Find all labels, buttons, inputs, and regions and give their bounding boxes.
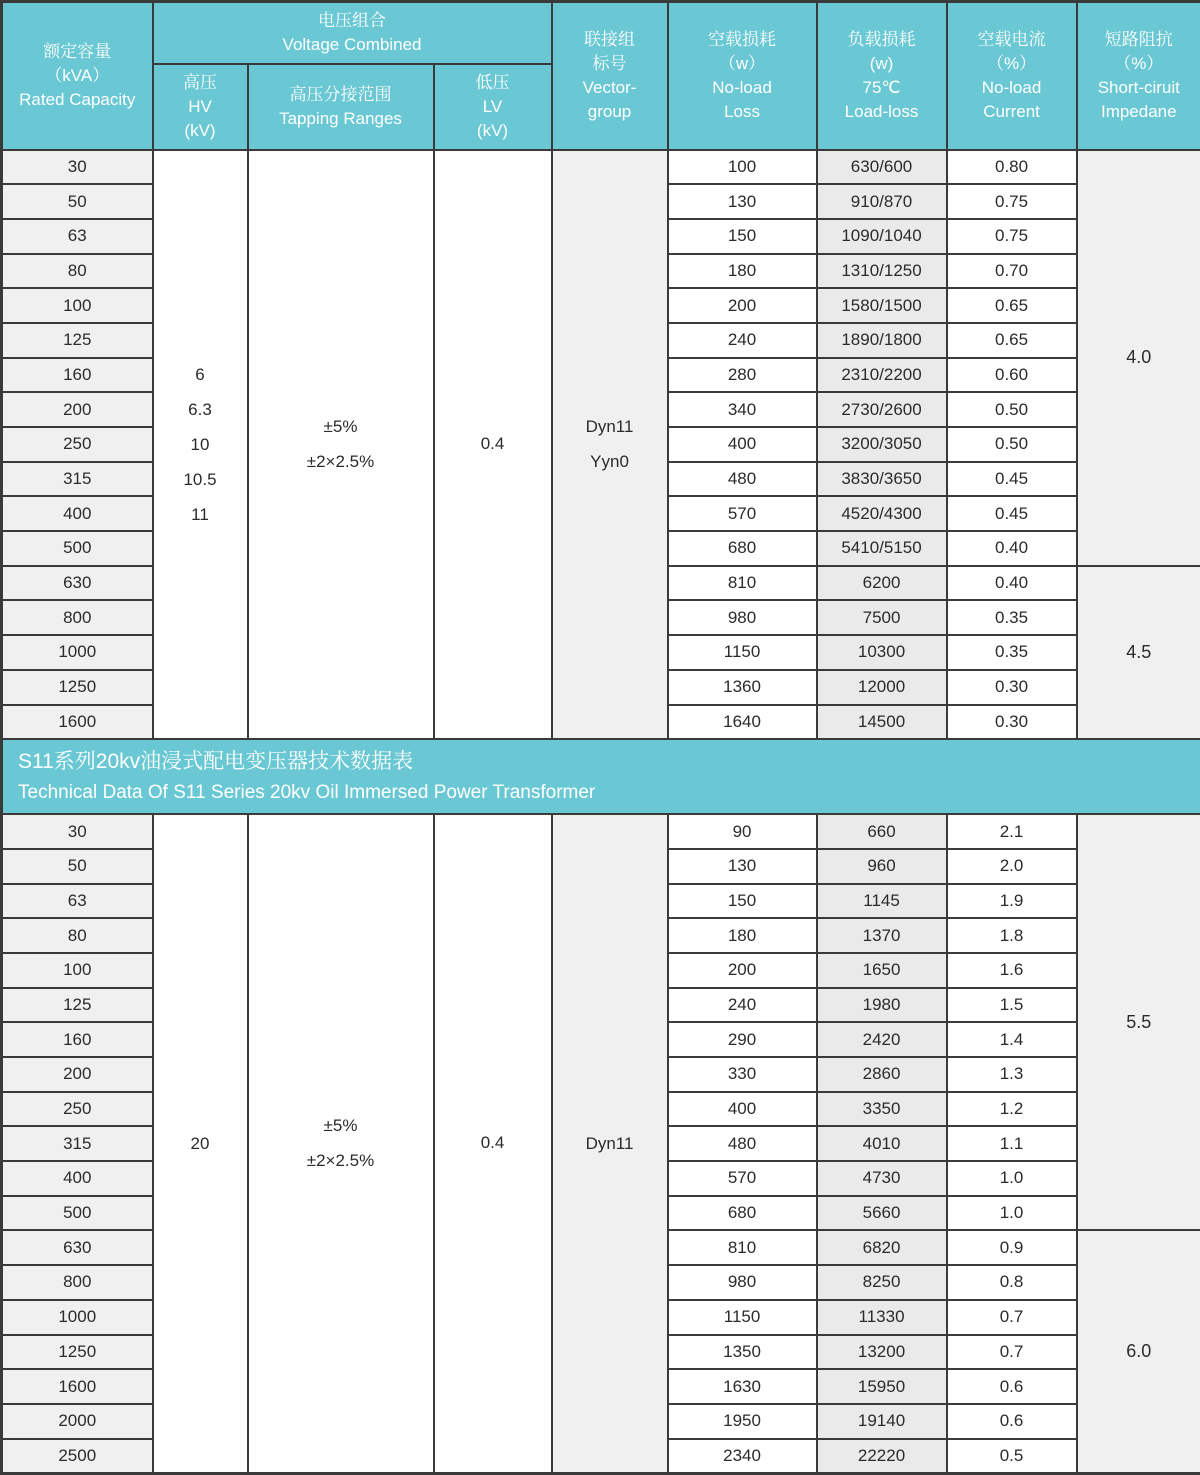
capacity-cell: 63 [2, 219, 153, 254]
load-loss-cell: 5410/5150 [817, 531, 947, 566]
load-loss-cell: 11330 [817, 1300, 947, 1335]
noload-current-cell: 0.30 [947, 670, 1077, 705]
noload-loss-cell: 980 [668, 1265, 817, 1300]
capacity-cell: 500 [2, 1196, 153, 1231]
hv-cell: 6 6.3 10 10.5 11 [153, 150, 248, 740]
noload-current-cell: 0.7 [947, 1300, 1077, 1335]
noload-loss-cell: 240 [668, 323, 817, 358]
noload-current-cell: 0.65 [947, 323, 1077, 358]
capacity-cell: 2500 [2, 1439, 153, 1474]
noload-loss-cell: 180 [668, 918, 817, 953]
load-loss-cell: 1650 [817, 953, 947, 988]
capacity-cell: 50 [2, 184, 153, 219]
load-loss-cell: 960 [817, 849, 947, 884]
header-lv: 低压 LV (kV) [434, 64, 552, 150]
capacity-cell: 80 [2, 254, 153, 289]
noload-current-cell: 0.6 [947, 1369, 1077, 1404]
capacity-cell: 160 [2, 358, 153, 393]
noload-loss-cell: 130 [668, 184, 817, 219]
noload-loss-cell: 200 [668, 288, 817, 323]
noload-current-cell: 2.0 [947, 849, 1077, 884]
noload-current-cell: 0.9 [947, 1230, 1077, 1265]
noload-current-cell: 0.45 [947, 496, 1077, 531]
noload-current-cell: 1.1 [947, 1126, 1077, 1161]
load-loss-cell: 12000 [817, 670, 947, 705]
capacity-cell: 800 [2, 1265, 153, 1300]
table-row [2, 150, 1200, 185]
noload-current-cell: 0.8 [947, 1265, 1077, 1300]
table-header [2, 2, 1200, 150]
noload-loss-cell: 980 [668, 600, 817, 635]
capacity-cell: 30 [2, 150, 153, 185]
noload-loss-cell: 480 [668, 1126, 817, 1161]
noload-current-cell: 1.0 [947, 1196, 1077, 1231]
noload-loss-cell: 1630 [668, 1369, 817, 1404]
noload-loss-cell: 570 [668, 496, 817, 531]
capacity-cell: 500 [2, 531, 153, 566]
capacity-cell: 1000 [2, 635, 153, 670]
noload-loss-cell: 480 [668, 462, 817, 497]
noload-current-cell: 0.5 [947, 1439, 1077, 1474]
noload-loss-cell: 680 [668, 531, 817, 566]
load-loss-cell: 1890/1800 [817, 323, 947, 358]
header-noload-current: 空载电流 （%） No-load Current [947, 2, 1077, 150]
capacity-cell: 100 [2, 288, 153, 323]
load-loss-cell: 7500 [817, 600, 947, 635]
capacity-cell: 250 [2, 427, 153, 462]
tapping-cell: ±5% ±2×2.5% [248, 150, 434, 740]
noload-current-cell: 1.9 [947, 884, 1077, 919]
noload-current-cell: 0.30 [947, 705, 1077, 740]
lv-cell: 0.4 [434, 150, 552, 740]
noload-current-cell: 0.70 [947, 254, 1077, 289]
capacity-cell: 80 [2, 918, 153, 953]
noload-loss-cell: 280 [668, 358, 817, 393]
load-loss-cell: 4520/4300 [817, 496, 947, 531]
capacity-cell: 2000 [2, 1404, 153, 1439]
capacity-cell: 630 [2, 1230, 153, 1265]
header-tapping: 高压分接范围 Tapping Ranges [248, 64, 434, 150]
capacity-cell: 800 [2, 600, 153, 635]
hv-cell: 20 [153, 814, 248, 1473]
header-noload-loss: 空载损耗 （w） No-load Loss [668, 2, 817, 150]
load-loss-cell: 6820 [817, 1230, 947, 1265]
load-loss-cell: 1370 [817, 918, 947, 953]
impedance-cell: 5.5 [1077, 814, 1200, 1230]
banner-title-en: Technical Data Of S11 Series 20kv Oil Immersed Power Transformer [18, 778, 1200, 808]
impedance-cell: 4.0 [1077, 150, 1200, 566]
load-loss-cell: 22220 [817, 1439, 947, 1474]
noload-loss-cell: 1350 [668, 1335, 817, 1370]
noload-loss-cell: 150 [668, 884, 817, 919]
header-capacity: 额定容量 （kVA） Rated Capacity [2, 2, 153, 150]
capacity-cell: 160 [2, 1022, 153, 1057]
noload-current-cell: 0.7 [947, 1335, 1077, 1370]
noload-current-cell: 2.1 [947, 814, 1077, 849]
capacity-cell: 200 [2, 1057, 153, 1092]
section-20kv-rows [2, 814, 1200, 1473]
noload-loss-cell: 130 [668, 849, 817, 884]
capacity-cell: 1600 [2, 705, 153, 740]
noload-current-cell: 0.35 [947, 635, 1077, 670]
capacity-cell: 630 [2, 566, 153, 601]
noload-current-cell: 0.35 [947, 600, 1077, 635]
load-loss-cell: 910/870 [817, 184, 947, 219]
noload-loss-cell: 100 [668, 150, 817, 185]
noload-loss-cell: 1950 [668, 1404, 817, 1439]
noload-current-cell: 0.6 [947, 1404, 1077, 1439]
noload-loss-cell: 1150 [668, 635, 817, 670]
load-loss-cell: 1980 [817, 988, 947, 1023]
noload-current-cell: 0.80 [947, 150, 1077, 185]
noload-loss-cell: 680 [668, 1196, 817, 1231]
noload-loss-cell: 340 [668, 392, 817, 427]
noload-current-cell: 0.45 [947, 462, 1077, 497]
noload-current-cell: 1.8 [947, 918, 1077, 953]
capacity-cell: 250 [2, 1092, 153, 1127]
load-loss-cell: 13200 [817, 1335, 947, 1370]
load-loss-cell: 19140 [817, 1404, 947, 1439]
noload-current-cell: 1.4 [947, 1022, 1077, 1057]
noload-current-cell: 1.6 [947, 953, 1077, 988]
section-10kv-rows [2, 150, 1200, 740]
noload-loss-cell: 200 [668, 953, 817, 988]
noload-loss-cell: 90 [668, 814, 817, 849]
impedance-cell: 6.0 [1077, 1230, 1200, 1473]
capacity-cell: 400 [2, 496, 153, 531]
header-hv: 高压 HV (kV) [153, 64, 248, 150]
header-impedance: 短路阻抗 （%） Short-ciruit Impedane [1077, 2, 1200, 150]
header-voltage-combined: 电压组合 Voltage Combined [153, 2, 552, 64]
capacity-cell: 1000 [2, 1300, 153, 1335]
load-loss-cell: 4010 [817, 1126, 947, 1161]
load-loss-cell: 2730/2600 [817, 392, 947, 427]
noload-loss-cell: 1150 [668, 1300, 817, 1335]
noload-loss-cell: 400 [668, 1092, 817, 1127]
load-loss-cell: 660 [817, 814, 947, 849]
capacity-cell: 100 [2, 953, 153, 988]
capacity-cell: 1250 [2, 1335, 153, 1370]
noload-loss-cell: 150 [668, 219, 817, 254]
capacity-cell: 200 [2, 392, 153, 427]
noload-current-cell: 0.40 [947, 531, 1077, 566]
table-row [2, 814, 1200, 849]
impedance-cell: 4.5 [1077, 566, 1200, 739]
noload-loss-cell: 180 [668, 254, 817, 289]
noload-current-cell: 0.50 [947, 427, 1077, 462]
capacity-cell: 315 [2, 1126, 153, 1161]
load-loss-cell: 3350 [817, 1092, 947, 1127]
lv-cell: 0.4 [434, 814, 552, 1473]
capacity-cell: 125 [2, 988, 153, 1023]
load-loss-cell: 8250 [817, 1265, 947, 1300]
vector-group-cell: Dyn11 [552, 814, 668, 1473]
load-loss-cell: 3830/3650 [817, 462, 947, 497]
noload-current-cell: 0.75 [947, 184, 1077, 219]
load-loss-cell: 10300 [817, 635, 947, 670]
load-loss-cell: 630/600 [817, 150, 947, 185]
load-loss-cell: 2310/2200 [817, 358, 947, 393]
noload-current-cell: 0.65 [947, 288, 1077, 323]
capacity-cell: 125 [2, 323, 153, 358]
section-20kv-banner [2, 739, 1200, 814]
noload-loss-cell: 400 [668, 427, 817, 462]
noload-loss-cell: 810 [668, 566, 817, 601]
noload-loss-cell: 570 [668, 1161, 817, 1196]
noload-loss-cell: 1360 [668, 670, 817, 705]
load-loss-cell: 1310/1250 [817, 254, 947, 289]
load-loss-cell: 14500 [817, 705, 947, 740]
noload-current-cell: 0.40 [947, 566, 1077, 601]
vector-group-cell: Dyn11 Yyn0 [552, 150, 668, 740]
load-loss-cell: 2860 [817, 1057, 947, 1092]
capacity-cell: 400 [2, 1161, 153, 1196]
noload-current-cell: 1.0 [947, 1161, 1077, 1196]
header-vector-group: 联接组 标号 Vector- group [552, 2, 668, 150]
capacity-cell: 30 [2, 814, 153, 849]
noload-loss-cell: 1640 [668, 705, 817, 740]
capacity-cell: 1250 [2, 670, 153, 705]
load-loss-cell: 1145 [817, 884, 947, 919]
noload-current-cell: 1.3 [947, 1057, 1077, 1092]
noload-loss-cell: 810 [668, 1230, 817, 1265]
banner-row [2, 739, 1200, 814]
noload-loss-cell: 240 [668, 988, 817, 1023]
load-loss-cell: 2420 [817, 1022, 947, 1057]
noload-current-cell: 0.75 [947, 219, 1077, 254]
capacity-cell: 315 [2, 462, 153, 497]
header-load-loss: 负载损耗 (w) 75℃ Load-loss [817, 2, 947, 150]
noload-loss-cell: 290 [668, 1022, 817, 1057]
load-loss-cell: 1090/1040 [817, 219, 947, 254]
capacity-cell: 1600 [2, 1369, 153, 1404]
noload-current-cell: 1.5 [947, 988, 1077, 1023]
noload-current-cell: 1.2 [947, 1092, 1077, 1127]
load-loss-cell: 4730 [817, 1161, 947, 1196]
capacity-cell: 50 [2, 849, 153, 884]
load-loss-cell: 3200/3050 [817, 427, 947, 462]
tapping-cell: ±5% ±2×2.5% [248, 814, 434, 1473]
load-loss-cell: 1580/1500 [817, 288, 947, 323]
load-loss-cell: 15950 [817, 1369, 947, 1404]
noload-loss-cell: 330 [668, 1057, 817, 1092]
noload-current-cell: 0.60 [947, 358, 1077, 393]
capacity-cell: 63 [2, 884, 153, 919]
banner-title-zh: S11系列20kv油浸式配电变压器技术数据表 [18, 746, 1200, 778]
noload-current-cell: 0.50 [947, 392, 1077, 427]
noload-loss-cell: 2340 [668, 1439, 817, 1474]
load-loss-cell: 6200 [817, 566, 947, 601]
load-loss-cell: 5660 [817, 1196, 947, 1231]
section-banner [2, 739, 1200, 814]
